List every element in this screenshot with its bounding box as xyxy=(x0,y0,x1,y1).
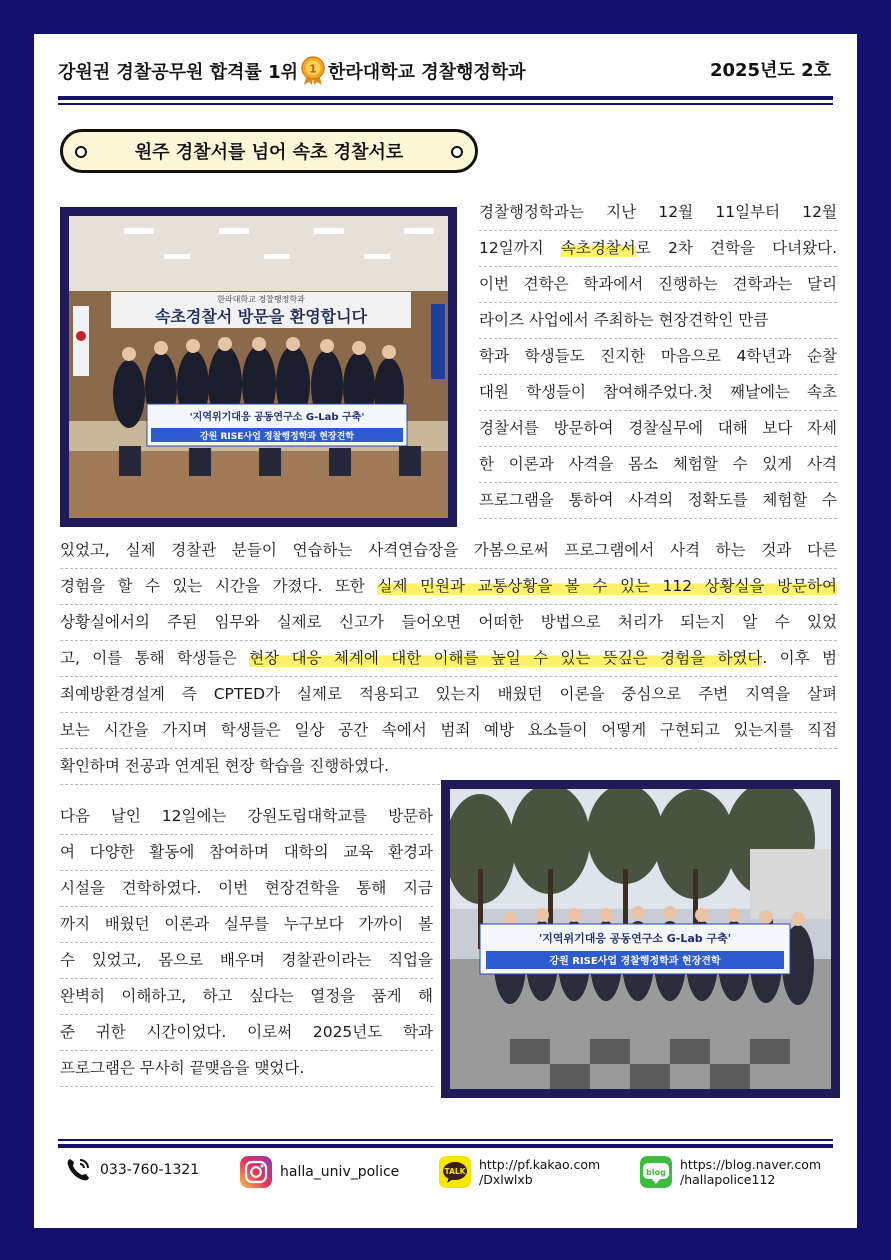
photo-gangwon-state-college xyxy=(441,780,840,1098)
footer-blog xyxy=(640,1156,821,1188)
article-line: 한 이론과 사격을 몸소 체험할 수 있게 사격 xyxy=(479,447,837,483)
article-line: 라이즈 사업에서 주최하는 현장견학인 만큼 xyxy=(479,303,837,339)
pill-right-dot xyxy=(451,146,463,158)
footer-rule-thick xyxy=(58,1144,833,1148)
instagram-icon xyxy=(240,1156,272,1188)
article-line: 다음 날인 12일에는 강원도립대학교를 방문하 xyxy=(60,799,433,835)
article-line: 까지 배웠던 이론과 실무를 누구보다 가까이 볼 xyxy=(60,907,433,943)
article-line: 준 귀한 시간이었다. 이로써 2025년도 학과 xyxy=(60,1015,433,1051)
blog-link[interactable]: https://blog.naver.com /hallapolice112 xyxy=(680,1157,822,1187)
article-line: 있었고, 실제 경찰관 분들이 연습하는 사격연습장을 가봄으로써 프로그램에서 사격 하는 것과 다른 xyxy=(60,533,837,569)
highlight-112-center: 실제 민원과 교통상황을 볼 수 있는 112 상황실을 방문하여 xyxy=(377,577,837,595)
sign2-line1: '지역위기대응 공동연구소 G-Lab 구축' xyxy=(538,932,732,945)
sign2-line2: 강원 RISE사업 경찰행정학과 현장견학 xyxy=(549,956,721,967)
section-title: 원주 경찰서를 넘어 속초 경찰서로 xyxy=(134,142,404,163)
newsletter-header-title xyxy=(58,56,526,86)
banner-main-text: 속초경찰서 방문을 환영합니다 xyxy=(154,307,368,326)
article-line: 프로그램을 통하여 사격의 정확도를 체험할 수 xyxy=(479,483,837,519)
article-line: 시설을 견학하였다. 이번 현장견학을 통해 지금 xyxy=(60,871,433,907)
banner-top-text: 한라대학교 경찰행정학과 xyxy=(217,295,305,304)
article-line: 수 있었고, 몸으로 배우며 경찰관이라는 직업을 xyxy=(60,943,433,979)
header-rule-thin xyxy=(58,103,833,105)
newsletter-page xyxy=(34,34,857,1228)
article-line: 상황실에서의 주된 임무와 실제로 신고가 들어오면 어떠한 방법으로 처리가 되는지 알 수 있었 xyxy=(60,605,837,641)
sign-line2: 강원 RISE사업 경찰행정학과 현장견학 xyxy=(199,432,355,442)
kakao-link[interactable]: http://pf.kakao.com /Dxlwlxb xyxy=(479,1157,601,1187)
section-title-pill xyxy=(60,129,478,173)
header-title-left: 강원권 경찰공무원 합격률 1위 xyxy=(58,62,298,83)
footer-rule-thin xyxy=(58,1139,833,1141)
article-line: 이번 견학은 학과에서 진행하는 견학과는 달리 xyxy=(479,267,837,303)
group-photo-image xyxy=(69,216,448,518)
blog-label: blog xyxy=(646,1168,666,1177)
article-line: 경험을 할 수 있는 시간을 가졌다. 또한 실제 민원과 교통상황을 볼 수 있는 112 상황실을 방문하여 xyxy=(60,569,837,605)
svg-text:1: 1 xyxy=(309,62,317,76)
footer-kakao xyxy=(439,1156,600,1188)
article-line: 보는 시간을 가지며 학생들은 일상 공간 속에서 범죄 예방 요소들이 어떻게 구현되고 있는지를 직접 xyxy=(60,713,837,749)
sign-line1: '지역위기대응 공동연구소 G-Lab 구축' xyxy=(189,412,365,423)
highlight-field-response: 현장 대응 체계에 대한 이해를 높일 수 있는 뜻깊은 경험을 하였다 xyxy=(249,649,763,667)
article-line: 완벽히 이해하고, 하고 싶다는 열정을 품게 해 xyxy=(60,979,433,1015)
issue-number: 2025년도 2호 xyxy=(709,60,831,81)
header-title-right: 한라대학교 경찰행정학과 xyxy=(327,62,526,83)
kakao-talk-icon xyxy=(439,1156,471,1188)
highlight-sokcho: 속초경찰서 xyxy=(560,239,636,257)
photo-sokcho-police-station xyxy=(60,207,457,527)
header-rule-thick xyxy=(58,96,833,100)
instagram-handle[interactable]: halla_univ_police xyxy=(280,1164,400,1180)
phone-number[interactable]: 033-760-1321 xyxy=(100,1162,200,1178)
footer-instagram xyxy=(240,1156,399,1188)
article-line: 대원 학생들이 참여해주었다.첫 째날에는 속초 xyxy=(479,375,837,411)
article-line: 경찰서를 방문하여 경찰실무에 대해 보다 자세 xyxy=(479,411,837,447)
footer-phone xyxy=(64,1156,199,1184)
medal-icon xyxy=(300,56,326,86)
article-line: 12일까지 속초경찰서로 2차 견학을 다녀왔다. xyxy=(479,231,837,267)
article-line: 경찰행정학과는 지난 12월 11일부터 12월 xyxy=(479,195,837,231)
article-line: 죄예방환경설계 즉 CPTED가 실제로 적용되고 있는지 배웠던 이론을 중심으로 주변 지역을 살펴 xyxy=(60,677,837,713)
article-line: 프로그램은 무사히 끝맺음을 맺었다. xyxy=(60,1051,433,1087)
article-line: 학과 학생들도 진지한 마음으로 4학년과 순찰 xyxy=(479,339,837,375)
phone-icon xyxy=(64,1156,92,1184)
pill-left-dot xyxy=(75,146,87,158)
naver-blog-icon xyxy=(640,1156,672,1188)
kakao-label: TALK xyxy=(444,1167,466,1176)
article-line: 고, 이를 통해 학생들은 현장 대응 체계에 대한 이해를 높일 수 있는 뜻깊은 경험을 하였다. 이후 범 xyxy=(60,641,837,677)
footer-contacts xyxy=(58,1152,833,1202)
outdoor-group-photo-image xyxy=(450,789,831,1089)
article-line: 여 다양한 활동에 참여하며 대학의 교육 환경과 xyxy=(60,835,433,871)
article-line: 확인하며 전공과 연계된 현장 학습을 진행하였다. xyxy=(60,749,440,785)
